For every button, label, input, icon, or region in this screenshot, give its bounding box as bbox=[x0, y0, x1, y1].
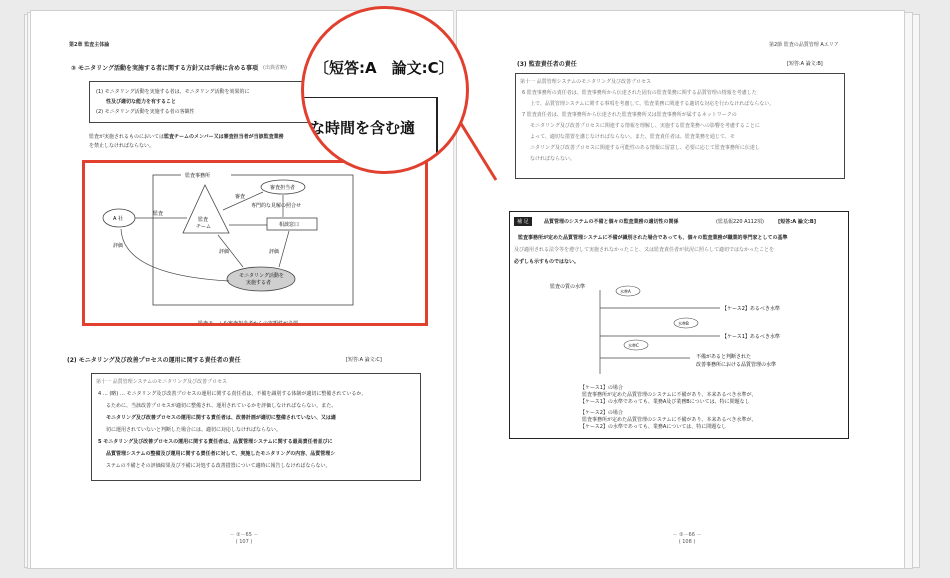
case1-label: 【ケース1】あるべき水準 bbox=[722, 334, 780, 340]
supplement-title: 品質管理のシステムの不備と個々の監査業務の適切性の関係 bbox=[544, 219, 679, 225]
box-line-0: 第十一 品質管理システムのモニタリング及び改善プロセス bbox=[96, 379, 227, 385]
box-line-5: 5 モニタリング及び改善プロセスの運用に関する責任者は、品質管理システムに関する最高責任者並びに bbox=[98, 439, 333, 445]
reviewer-label: 審査担当者 bbox=[270, 185, 296, 191]
list-item-1b: 性及び適切な能力を有すること bbox=[106, 99, 177, 105]
level-a-label: 水準A bbox=[620, 289, 631, 294]
supplement-tag: 補 足 bbox=[514, 217, 532, 226]
chapter-header: 第2章 監査主体論 bbox=[69, 42, 110, 48]
level-c-label: 水準C bbox=[628, 343, 639, 348]
monitor-label-1: モニタリング活動を bbox=[239, 273, 284, 279]
box-line-2: るために、当該改善プロセスが適切に整備され、運用されているかを評価しなければならない。また、 bbox=[106, 403, 337, 409]
magnifier-circle bbox=[301, 6, 469, 174]
section3-title: ③ モニタリング活動を実施する者に関する方針又は手続に含める事項 bbox=[71, 65, 259, 72]
magnifier-text-1: 〔短答:A 論文:C〕 bbox=[314, 59, 454, 77]
box-line-7: ステムの不備とその評価結果及び不備に対処する改善措置について適時に報告しなければならない。 bbox=[106, 463, 331, 469]
rbox-line-4: モニタリング及び改善プロセスに関連する情報を理解し、実施する監査業務への影響を考慮することに bbox=[530, 123, 760, 129]
review-label: 審査 bbox=[235, 194, 246, 200]
magnifier-pointer-line bbox=[460, 122, 496, 180]
supplement-body-2: 及び適用される法令等を遵守して実施されなかったこと、又は監査責任者が状況に照らして適切ではなかったことを bbox=[514, 247, 775, 253]
right-box bbox=[515, 73, 845, 179]
right-page-number: － ②－66 － bbox=[672, 532, 702, 538]
team-label-2: チーム bbox=[196, 224, 212, 230]
case-line-5: 監査事務所が定めた品質管理のシステムに不備があり、本来あるべき水準が、 bbox=[582, 417, 757, 423]
left-page-number: － ②－65 － bbox=[229, 532, 259, 538]
right-header: 第2節 監査の品質管理 Aエリア bbox=[769, 42, 839, 48]
eval-label-3: 評価 bbox=[113, 243, 124, 249]
eval-label-1: 評価 bbox=[219, 249, 230, 255]
case2-label: 【ケース2】あるべき水準 bbox=[722, 306, 780, 312]
threshold-label-1: 不備があると判断された bbox=[696, 354, 752, 360]
office-label: 監査事務所 bbox=[185, 173, 211, 179]
supplement-body-1: 監査事務所が定めた品質管理システムに不備が識別された場合であっても、個々の監査業務が職業的専門家としての基準 bbox=[518, 235, 788, 241]
right-page bbox=[456, 10, 905, 569]
threshold-label-2: 改善事務所における品質管理の水準 bbox=[696, 362, 777, 368]
rbox-line-7: なければならない。 bbox=[530, 156, 576, 162]
section3-note: (出典省略) bbox=[263, 65, 287, 71]
eval-label-2: 評価 bbox=[269, 249, 280, 255]
rbox-line-3: 7 監査責任者は、監査事務所から伝達された監査事務所又は監査事務所が属するネットワークの bbox=[522, 112, 737, 118]
body-line-1-bold: 監査チームのメンバー又は審査担当者が当該監査業務 bbox=[164, 134, 284, 140]
client-label: A 社 bbox=[113, 216, 124, 222]
case-line-0: 【ケース1】の場合 bbox=[580, 385, 623, 391]
section2-box bbox=[91, 373, 421, 481]
magnifier-rule-side bbox=[436, 97, 438, 157]
y-axis-label: 監査の質の水準 bbox=[550, 284, 586, 290]
monitor-label-2: 実施する者 bbox=[246, 280, 272, 286]
supplement-grade: [短答:A 論文:B] bbox=[778, 219, 816, 225]
case-line-1: 監査事務所が定めた品質管理のシステムに不備があり、本来あるべき水準が、 bbox=[582, 392, 757, 398]
body-line-2: を禁止しなければならない。 bbox=[89, 143, 155, 149]
body-line-1-pre: 監査が実施されるものにおいては bbox=[89, 134, 165, 140]
box-line-4: 切に運用されていないと判断した場合には、適切に対応しなければならない。 bbox=[106, 427, 282, 433]
rbox-line-1: 6 監査事務所の責任者は、監査事務所から伝達された固有の監査業務に関する品質管理の情報を考慮した bbox=[522, 90, 757, 96]
supplement-body-3: 必ずしも示すものではない。 bbox=[514, 259, 580, 265]
section2-tag: [短答:A 論文:C] bbox=[346, 357, 382, 363]
right-section3-tag: [短答:A 論文:B] bbox=[787, 61, 823, 67]
consult-label: 専門的な見解の照合せ bbox=[251, 203, 302, 209]
supplement-cite: (監基報220 A112項) bbox=[716, 219, 764, 225]
box-line-1: 4 … (略) … モニタリング及び改善プロセスの運用に関する責任者は、不備を識別する体制が適切に整備されているか、 bbox=[98, 391, 367, 397]
box-line-3: モニタリング及び改善プロセスの運用に関する責任者は、改善計画が適切に整備されていない、又は適 bbox=[106, 415, 336, 421]
right-page-sub: ( 108 ) bbox=[678, 539, 696, 545]
box-line-6: 品質管理システムの整備及び運用に関する責任者に対して、実施したモニタリングの内容、品質管理シ bbox=[106, 451, 336, 457]
rbox-line-0: 第十一 品質管理システムのモニタリング及び改善プロセス bbox=[520, 79, 651, 85]
case-line-4: 【ケース2】の場合 bbox=[580, 410, 623, 416]
case-line-2: 【ケース1】の水準であっても、業務A及び業務Bについては、特に問題なし bbox=[580, 399, 750, 405]
body-line-1 bbox=[89, 133, 284, 140]
list-box bbox=[89, 81, 329, 123]
team-label: 監査 bbox=[198, 217, 209, 223]
magnifier-rule-top bbox=[304, 97, 436, 98]
quality-level-chart bbox=[540, 278, 830, 378]
rbox-line-2: 上で、品質管理システムに関する事項を考慮して、監査業務に関連する適切な対応を行わなければならない。 bbox=[530, 101, 775, 107]
supplement-box bbox=[509, 211, 849, 439]
list-item-2-label: (2) モニタリング活動を実施する者の客観性 bbox=[96, 109, 195, 115]
diagram-caption: 監査チームや審査担当者からの客観性が必要 bbox=[198, 321, 299, 327]
right-section3-title: (3) 監査責任者の責任 bbox=[517, 61, 577, 68]
section2-title: (2) モニタリング及び改善プロセスの運用に関する責任者の責任 bbox=[67, 357, 241, 364]
rbox-line-5: よって、適切な措置を講じなければならない。また、監査責任者は、監査業務を通じて、モ bbox=[530, 134, 735, 140]
audit-label: 監査 bbox=[153, 211, 164, 217]
magnifier-text-2: な時間を含む適 bbox=[310, 119, 416, 137]
list-item-1a: (1) モニタリング活動を実施する者は、モニタリング活動を効果的に bbox=[96, 89, 250, 95]
consult-desk-label: 相談窓口 bbox=[279, 222, 300, 228]
level-b-label: 水準B bbox=[678, 321, 689, 326]
case-line-6: 【ケース2】の水準であっても、業務Aについては、特に問題なし bbox=[580, 424, 727, 430]
left-page-sub: ( 107 ) bbox=[235, 539, 253, 545]
rbox-line-6: ニタリング及び改善プロセスに関連する可能性のある情報に留意し、必要に応じて監査事務所に伝達し bbox=[530, 145, 760, 151]
